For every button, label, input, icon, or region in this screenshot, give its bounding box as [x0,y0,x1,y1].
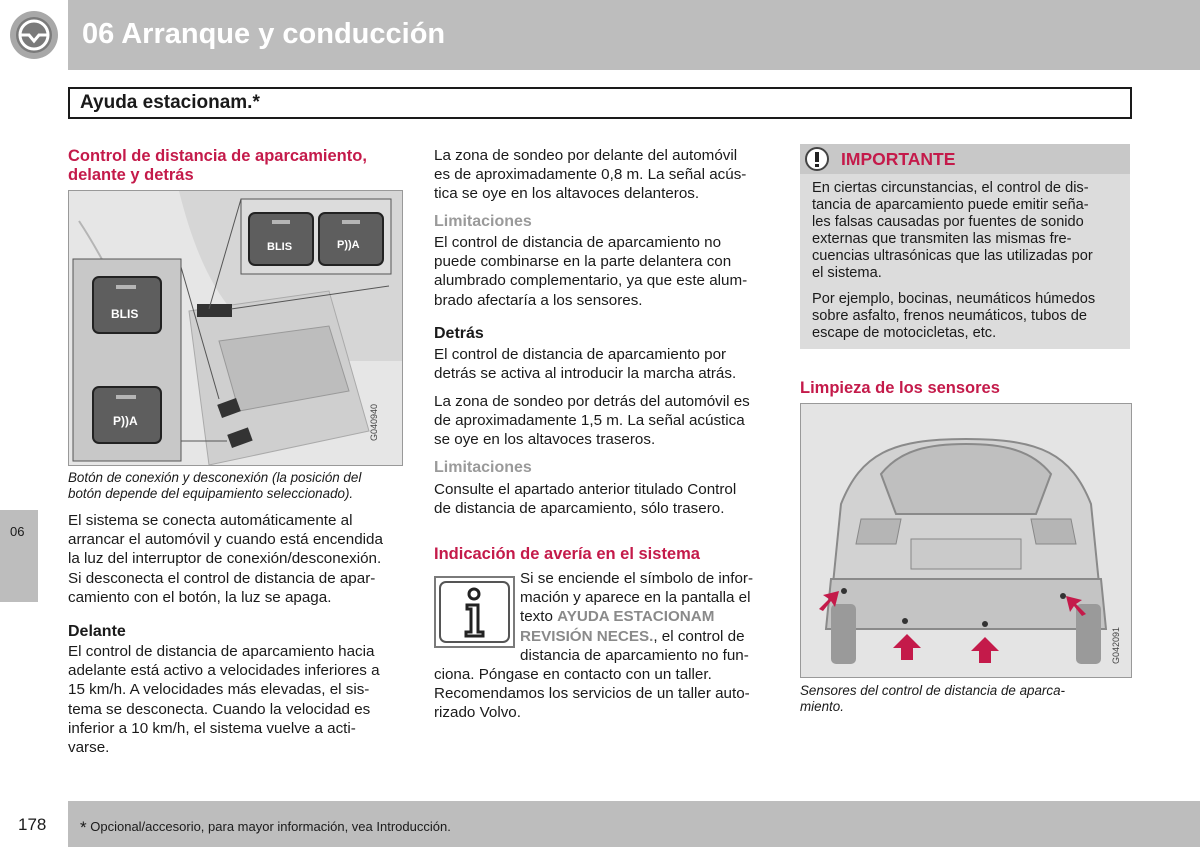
important-paragraph [812,291,1127,342]
caption-line: miento. [800,699,844,714]
text-line: El control de distancia de aparcamiento no [434,234,722,251]
text-line: el sistema. [812,265,882,281]
text-line: El sistema se conecta automáticamente al [68,512,353,529]
important-title: IMPORTANTE [841,149,956,169]
footnote-text: Opcional/accesorio, para mayor información, vea Introducción. [90,819,451,834]
text-line: se oye en los altavoces traseros. [434,431,656,449]
caption-line: botón depende del equipamiento seleccionado). [68,486,354,501]
text-line: distancia de aparcamiento no fun- [520,646,749,664]
text-line: tancia de aparcamiento puede emitir seña- [812,197,1089,213]
text-line: inferior a 10 km/h, el sistema vuelve a acti- [68,719,356,737]
text-line: Si desconecta el control de distancia de apar- [68,569,376,587]
text-line: les falsas causadas por fuentes de sonido [812,214,1084,230]
text-line: de distancia de aparcamiento, sólo trasero. [434,500,725,518]
front-heading: Delante [68,623,126,640]
page-number: 178 [18,815,47,834]
text-line: 15 km/h. A velocidades más elevadas, el sis- [68,681,370,699]
caption-line: Botón de conexión y desconexión (la posición del [68,470,362,485]
text-line: Recomendamos los servicios de un taller auto- [434,685,750,703]
text-line: alumbrado complementario, ya que este alum- [434,272,748,290]
text-line: La zona de sondeo por detrás del automóvil es [434,393,750,410]
text-line: tema se desconecta. Cuando la velocidad es [68,700,371,718]
text-line: mación y aparece en la pantalla el [520,589,751,607]
text-line: adelante está activo a velocidades inferiores a [68,662,380,680]
text-line: arrancar el automóvil y cuando está encendida [68,531,383,549]
blis-label: BLIS [111,307,139,321]
front-zone-paragraph [434,146,779,204]
footnote-star: * [80,818,87,837]
figure-code: G042091 [1111,626,1121,664]
figure-rear-sensors [800,403,1132,678]
figure-code: G040940 [369,403,379,441]
steering-wheel-icon [0,0,68,70]
limitations-paragraph [434,233,779,310]
text-line: detrás se activa al introducir la marcha atrás. [434,365,737,383]
park-assist-label: P))A [113,414,138,428]
rear-heading: Detrás [434,325,484,342]
text-line: ciona. Póngase en contacto con un taller. [434,666,712,683]
text-line: de aproximadamente 1,5 m. La señal acústica [434,412,745,430]
figure-parking-button [68,190,403,466]
front-paragraph [68,642,408,757]
figure-caption [68,470,408,502]
fault-paragraph-wrap [520,569,780,665]
rear-zone-paragraph [434,392,779,450]
park-assist-label: P))A [337,239,360,251]
text-line: puede combinarse en la parte delantera con [434,253,732,271]
text-line: brado afectaría a los sensores. [434,291,643,309]
car-rear-illustration [801,404,1131,677]
text-line: cuencias ultrasónicas que las utilizadas por [812,248,1093,264]
display-message: AYUDA ESTACIONAM [557,608,715,626]
warning-icon [804,146,830,172]
heading-line: delante y detrás [68,166,194,184]
text-line [520,607,780,626]
footer-note [80,818,451,838]
info-icon [436,578,513,646]
display-message: REVISIÓN NECES. [520,627,654,645]
text-line: la luz del interruptor de conexión/desconexión. [68,550,382,568]
limitations-heading: Limitaciones [434,213,532,230]
text-line: Consulte el apartado anterior titulado Control [434,481,737,498]
section-title: Ayuda estacionam.* [80,92,260,113]
text-line: Por ejemplo, bocinas, neumáticos húmedos [812,291,1096,307]
column-1 [68,147,403,185]
text-fragment: , el control de [653,627,745,645]
text-line: es de aproximadamente 0,8 m. La señal acús- [434,166,747,184]
text-line: En ciertas circunstancias, el control de dis- [812,180,1089,196]
text-line: El control de distancia de aparcamiento hacia [68,643,375,660]
fault-heading: Indicación de avería en el sistema [434,545,700,563]
text-line: escape de motocicletas, etc. [812,325,997,341]
limitations-paragraph [434,480,779,518]
info-symbol-box [434,576,515,648]
text-line: rizado Volvo. [434,704,521,722]
important-paragraph [812,180,1127,282]
blis-label: BLIS [267,241,293,253]
header-icon-area [0,0,68,70]
intro-paragraph [68,511,408,607]
heading-line: Control de distancia de aparcamiento, [68,147,367,165]
chapter-side-tab-label: 06 [10,524,25,539]
text-line: externas que transmiten las mismas fre- [812,231,1072,247]
rear-paragraph [434,345,779,383]
fault-paragraph-rest [434,665,779,723]
text-line: El control de distancia de aparcamiento por [434,346,727,363]
text-line: camiento con el botón, la luz se apaga. [68,588,332,606]
chapter-title: 06 Arranque y conducción [82,18,446,50]
text-line: La zona de sondeo por delante del automóvil [434,147,738,164]
text-line [520,627,780,646]
text-line: sobre asfalto, frenos neumáticos, tubos de [812,308,1088,324]
figure-caption [800,683,1130,715]
limitations-heading: Limitaciones [434,459,532,476]
caption-line: Sensores del control de distancia de aparca- [800,683,1065,698]
text-fragment: texto [520,608,558,626]
text-line: Si se enciende el símbolo de infor- [520,570,754,587]
text-line: tica se oye en los altavoces delanteros. [434,185,700,203]
cleaning-heading: Limpieza de los sensores [800,379,1000,397]
text-line: varse. [68,739,110,757]
